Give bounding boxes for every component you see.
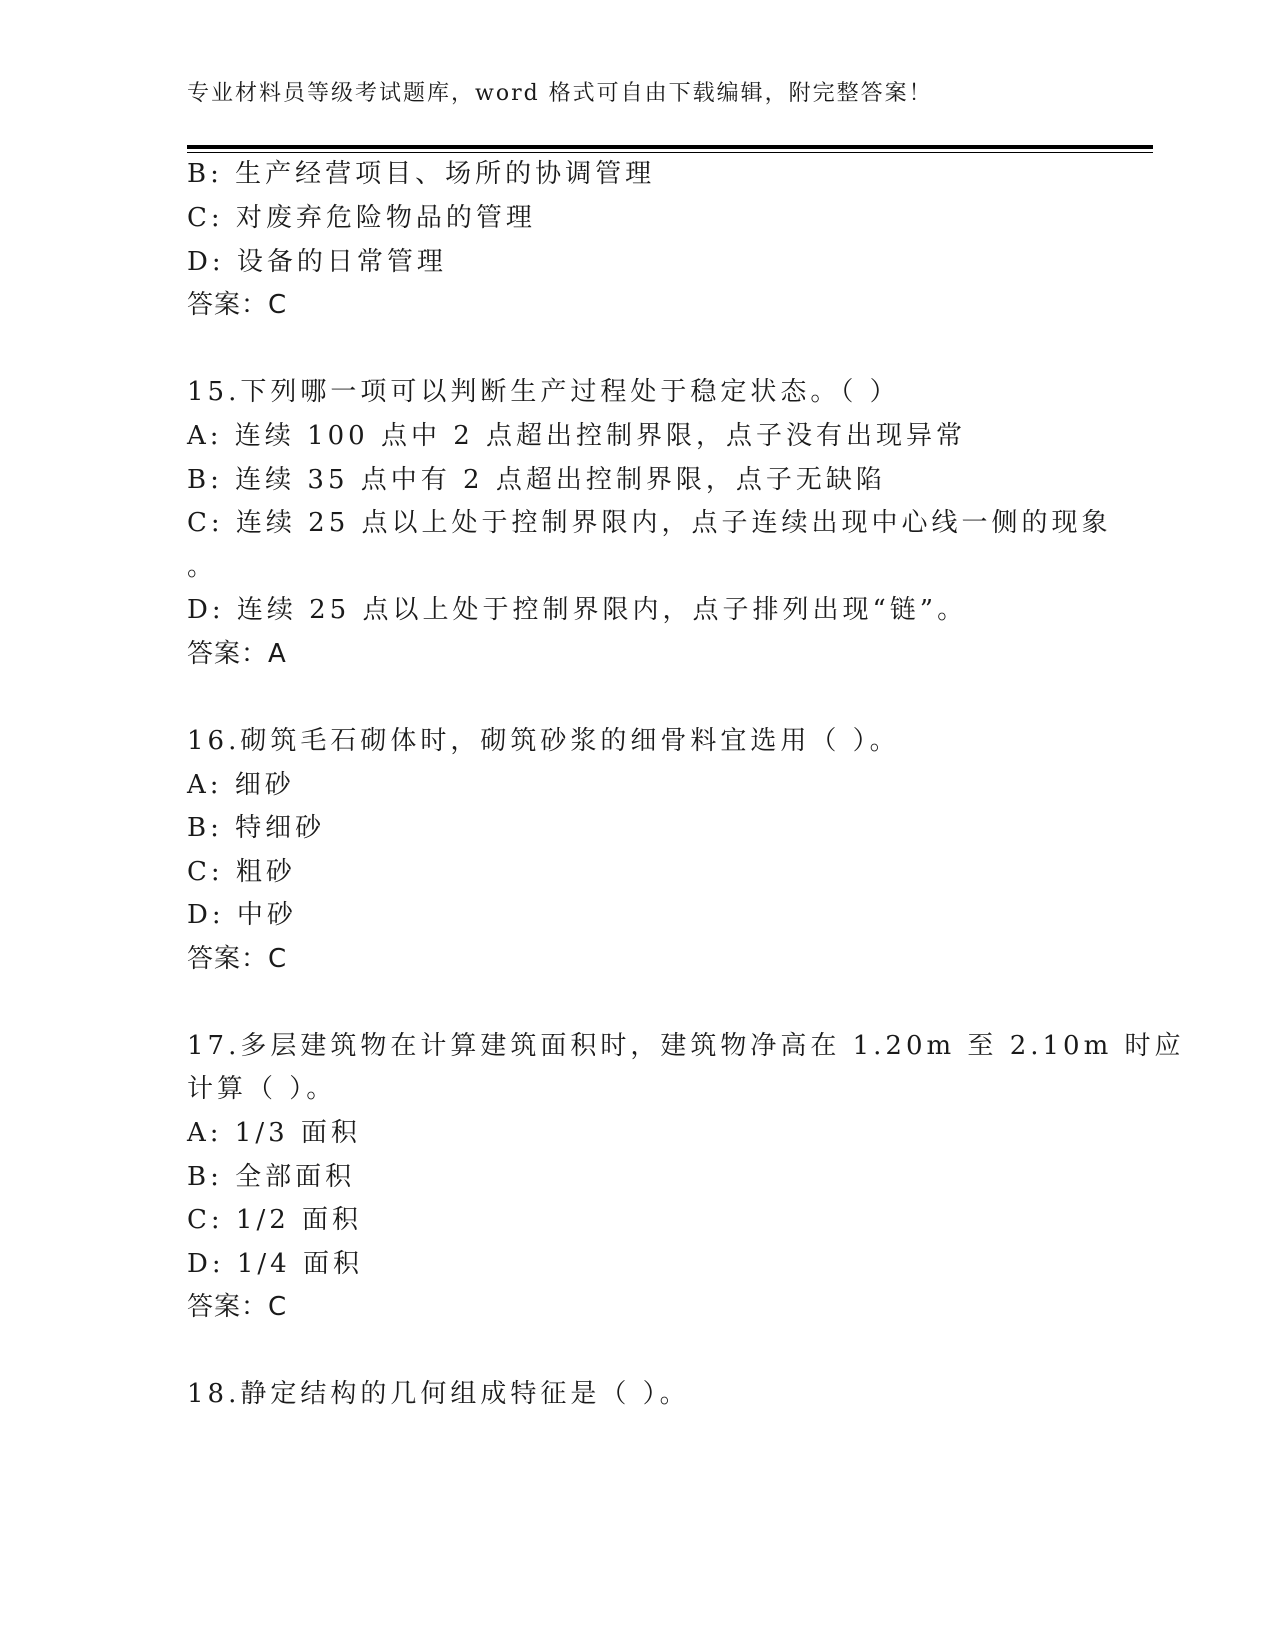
q17-question-line2: 计算（ ）。 — [187, 1074, 337, 1104]
q16-question: 16.砌筑毛石砌体时，砌筑砂浆的细骨料宜选用（ ）。 — [187, 726, 900, 756]
header-rule-thick — [187, 145, 1153, 149]
q16-answer: 答案：C — [187, 944, 288, 974]
q17-option-d: D: 1/4 面积 — [187, 1249, 363, 1279]
q17-option-c: C: 1/2 面积 — [187, 1205, 363, 1235]
q16-option-c: C: 粗砂 — [187, 857, 296, 887]
q17-question-line1: 17.多层建筑物在计算建筑面积时，建筑物净高在 1.20m 至 2.10m 时应 — [187, 1031, 1185, 1061]
q15-option-c-wrap: 。 — [187, 552, 218, 582]
prev-option-b: B: 生产经营项目、场所的协调管理 — [187, 159, 656, 189]
q15-option-a: A: 连续 100 点中 2 点超出控制界限，点子没有出现异常 — [187, 421, 967, 451]
page-header: 专业材料员等级考试题库，word 格式可自由下载编辑，附完整答案！ — [187, 81, 933, 106]
header-rule-thin — [187, 152, 1153, 153]
q15-answer: 答案：A — [187, 639, 287, 669]
q15-question: 15.下列哪一项可以判断生产过程处于稳定状态。（ ） — [187, 377, 900, 407]
q15-option-b: B: 连续 35 点中有 2 点超出控制界限，点子无缺陷 — [187, 465, 886, 495]
prev-option-d: D: 设备的日常管理 — [187, 247, 447, 277]
q15-option-d: D: 连续 25 点以上处于控制界限内，点子排列出现“链”。 — [187, 595, 968, 625]
q16-option-a: A: 细砂 — [187, 770, 295, 800]
q16-option-d: D: 中砂 — [187, 900, 297, 930]
q17-option-a: A: 1/3 面积 — [187, 1118, 361, 1148]
prev-option-c: C: 对废弃危险物品的管理 — [187, 203, 536, 233]
q18-question: 18.静定结构的几何组成特征是（ ）。 — [187, 1379, 690, 1409]
q16-option-b: B: 特细砂 — [187, 813, 326, 843]
prev-answer: 答案：C — [187, 290, 288, 320]
q17-answer: 答案：C — [187, 1292, 288, 1322]
q17-option-b: B: 全部面积 — [187, 1162, 356, 1192]
q15-option-c: C: 连续 25 点以上处于控制界限内，点子连续出现中心线一侧的现象 — [187, 508, 1112, 538]
